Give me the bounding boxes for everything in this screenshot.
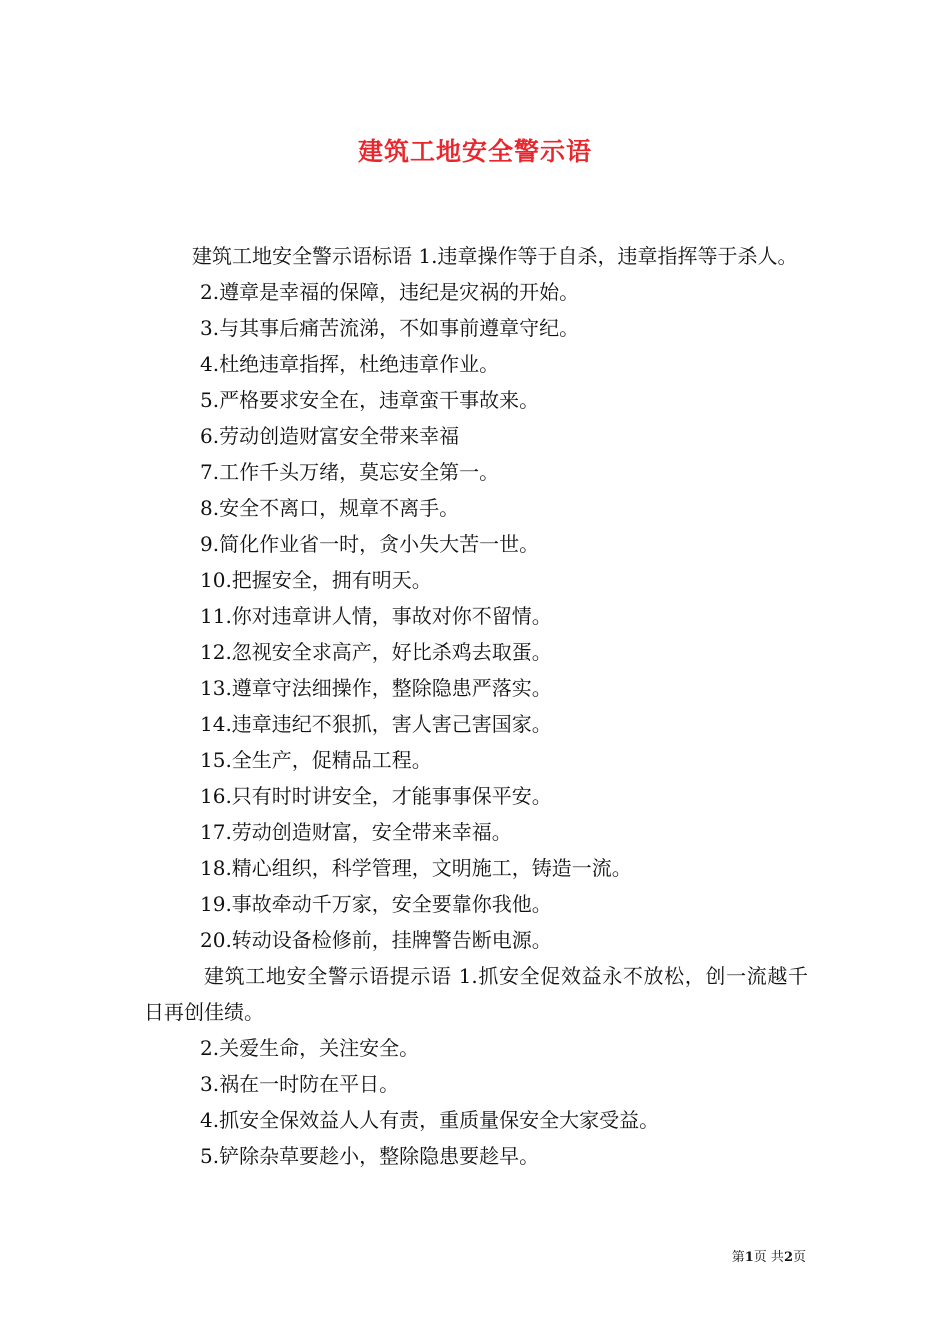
footer-middle: 页 共 [753,1250,784,1265]
document-body [144,238,808,1174]
list-item: 15.全生产，促精品工程。 [200,748,432,772]
list-item: 3.与其事后痛苦流涕，不如事前遵章守纪。 [200,316,580,340]
page-footer [0,1246,806,1265]
list-item: 3.祸在一时防在平日。 [200,1072,400,1096]
list-item: 4.杜绝违章指挥，杜绝违章作业。 [200,352,500,376]
list-item: 12.忽视安全求高产，好比杀鸡去取蛋。 [200,640,552,664]
list-item: 7.工作千头万绪，莫忘安全第一。 [200,460,500,484]
list-item: 4.抓安全保效益人人有责，重质量保安全大家受益。 [200,1108,660,1132]
section1-list [144,274,808,958]
list-item: 13.遵章守法细操作，整除隐患严落实。 [200,676,552,700]
footer-suffix: 页 [792,1250,806,1265]
list-item: 19.事故牵动千万家，安全要靠你我他。 [200,892,552,916]
footer-total-pages: 2 [783,1250,793,1265]
footer-prefix: 第 [731,1250,745,1265]
list-item: 2.遵章是幸福的保障，违纪是灾祸的开始。 [200,280,580,304]
list-item: 20.转动设备检修前，挂牌警告断电源。 [200,928,552,952]
section2-intro: 建筑工地安全警示语提示语 1.抓安全促效益永不放松，创一流越千日再创佳绩。 [144,964,808,1024]
list-item: 5.严格要求安全在，违章蛮干事故来。 [200,388,540,412]
list-item: 16.只有时时讲安全，才能事事保平安。 [200,784,552,808]
list-item: 6.劳动创造财富安全带来幸福 [200,424,460,448]
list-item: 11.你对违章讲人情，事故对你不留情。 [200,604,552,628]
list-item: 8.安全不离口，规章不离手。 [200,496,460,520]
list-item: 17.劳动创造财富，安全带来幸福。 [200,820,512,844]
list-item: 5.铲除杂草要趁小，整除隐患要趁早。 [200,1144,540,1168]
section2-list [144,1030,808,1174]
section1-intro: 建筑工地安全警示语标语 1.违章操作等于自杀，违章指挥等于杀人。 [192,244,798,268]
list-item: 14.违章违纪不狠抓，害人害己害国家。 [200,712,552,736]
list-item: 18.精心组织，科学管理，文明施工，铸造一流。 [200,856,632,880]
list-item: 9.简化作业省一时，贪小失大苦一世。 [200,532,540,556]
footer-current-page: 1 [744,1250,754,1265]
list-item: 2.关爱生命，关注安全。 [200,1036,420,1060]
list-item: 10.把握安全，拥有明天。 [200,568,432,592]
document-title: 建筑工地安全警示语 [357,137,592,166]
